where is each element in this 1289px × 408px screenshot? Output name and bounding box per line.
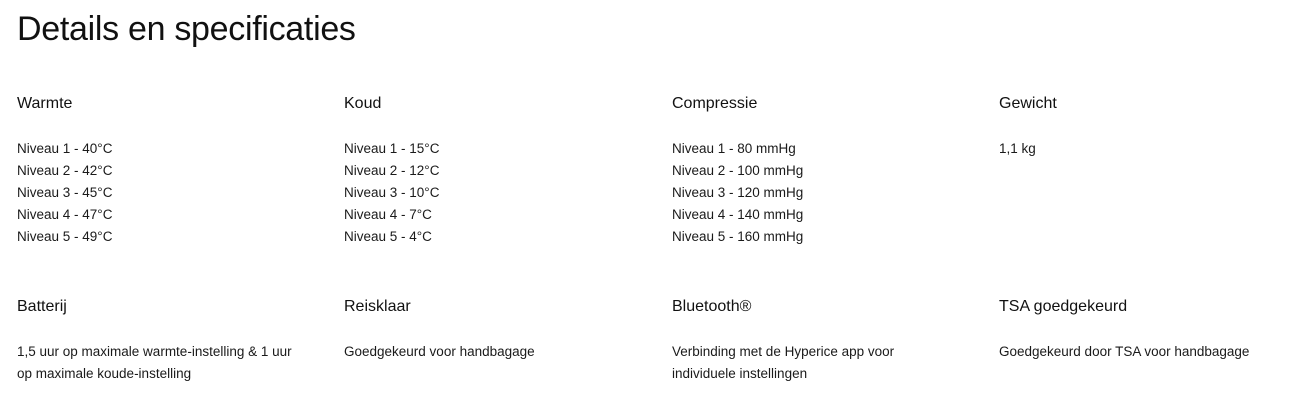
spec-heading-tsa: TSA goedgekeurd — [999, 298, 1128, 315]
spec-values-warmte — [17, 138, 317, 248]
spec-heading-reisklaar: Reisklaar — [344, 298, 411, 315]
reisklaar-value: Goedgekeurd voor handbagage — [344, 344, 535, 359]
gewicht-value: 1,1 kg — [999, 141, 1036, 156]
spec-heading-gewicht: Gewicht — [999, 95, 1057, 112]
bluetooth-line-2: individuele instellingen — [672, 366, 808, 381]
spec-heading-bluetooth: Bluetooth® — [672, 298, 752, 315]
batterij-line-1: 1,5 uur op maximale warmte-instelling & 1 uur — [17, 344, 292, 359]
bluetooth-line-1: Verbinding met de Hyperice app voor — [672, 344, 895, 359]
tsa-value: Goedgekeurd door TSA voor handbagage — [999, 344, 1250, 359]
spec-values-tsa — [999, 341, 1289, 363]
spec-reisklaar — [344, 297, 644, 363]
compressie-level-5: Niveau 5 - 160 mmHg — [672, 229, 804, 244]
koud-level-4: Niveau 4 - 7°C — [344, 207, 432, 222]
spec-batterij — [17, 297, 317, 385]
spec-heading-batterij: Batterij — [17, 298, 67, 315]
warmte-level-2: Niveau 2 - 42°C — [17, 163, 113, 178]
spec-bluetooth — [672, 297, 972, 385]
compressie-level-4: Niveau 4 - 140 mmHg — [672, 207, 804, 222]
spec-values-gewicht — [999, 138, 1289, 160]
koud-level-2: Niveau 2 - 12°C — [344, 163, 440, 178]
spec-tsa — [999, 297, 1289, 363]
spec-values-reisklaar — [344, 341, 644, 363]
koud-level-5: Niveau 5 - 4°C — [344, 229, 432, 244]
compressie-level-1: Niveau 1 - 80 mmHg — [672, 141, 796, 156]
warmte-level-4: Niveau 4 - 47°C — [17, 207, 113, 222]
spec-gewicht — [999, 94, 1289, 160]
spec-heading-compressie: Compressie — [672, 95, 758, 112]
spec-warmte — [17, 94, 317, 248]
spec-compressie — [672, 94, 972, 248]
spec-values-bluetooth — [672, 341, 972, 385]
spec-values-batterij — [17, 341, 317, 385]
koud-level-3: Niveau 3 - 10°C — [344, 185, 440, 200]
compressie-level-3: Niveau 3 - 120 mmHg — [672, 185, 804, 200]
spec-values-koud — [344, 138, 644, 248]
spec-koud — [344, 94, 644, 248]
spec-heading-koud: Koud — [344, 95, 382, 112]
warmte-level-5: Niveau 5 - 49°C — [17, 229, 113, 244]
warmte-level-3: Niveau 3 - 45°C — [17, 185, 113, 200]
warmte-level-1: Niveau 1 - 40°C — [17, 141, 113, 156]
spec-heading-warmte: Warmte — [17, 95, 73, 112]
batterij-line-2: op maximale koude-instelling — [17, 366, 192, 381]
page-title: Details en specificaties — [17, 10, 356, 48]
koud-level-1: Niveau 1 - 15°C — [344, 141, 440, 156]
compressie-level-2: Niveau 2 - 100 mmHg — [672, 163, 804, 178]
spec-values-compressie — [672, 138, 972, 248]
